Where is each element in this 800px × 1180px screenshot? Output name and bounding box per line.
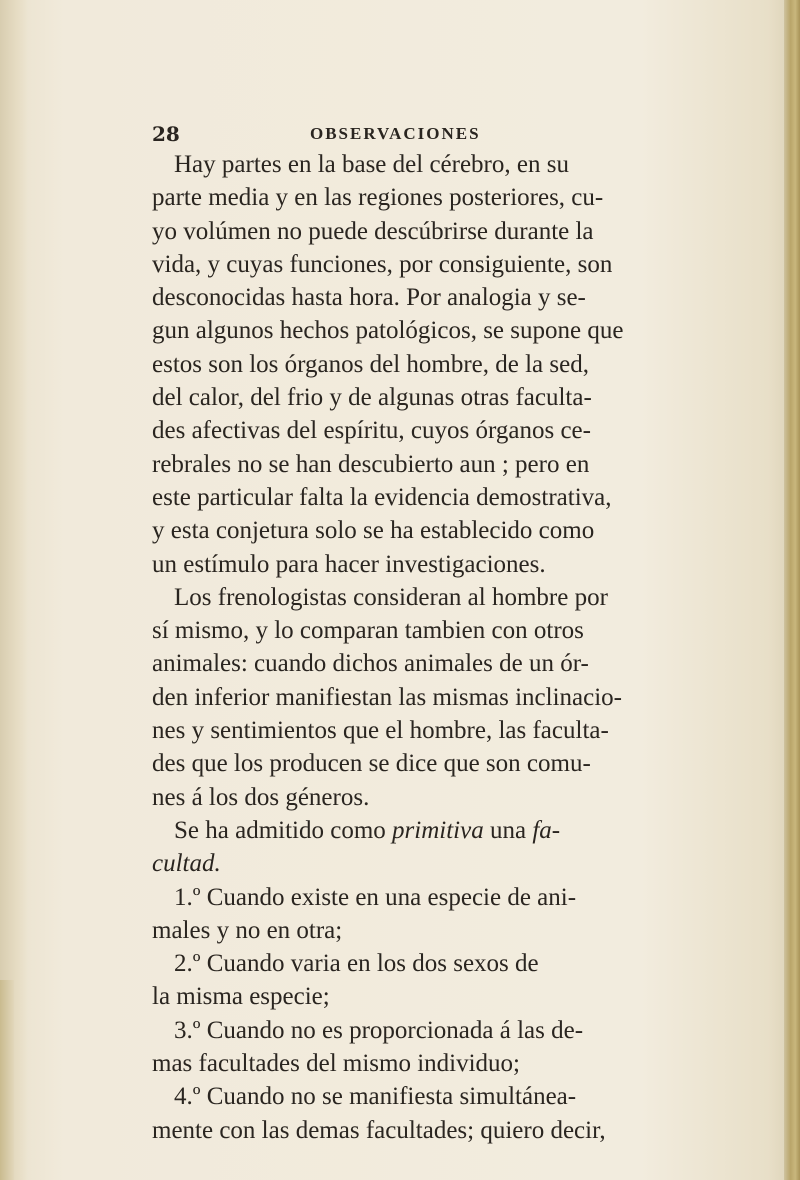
text-line: males y no en otra;	[152, 916, 343, 944]
text-line: des afectivas del espíritu, cuyos órganos ce-	[152, 417, 591, 445]
italic-term: primitiva	[392, 816, 484, 844]
text-line: estos son los órganos del hombre, de la sed,	[152, 350, 589, 378]
italic-term: fa-	[532, 816, 561, 844]
italic-term: cultad.	[152, 850, 221, 878]
text-line: sí mismo, y lo comparan tambien con otros	[152, 617, 584, 645]
text-line: mente con las demas facultades; quiero decir,	[152, 1116, 606, 1144]
text-line: parte media y en las regiones posteriores, cu-	[152, 184, 604, 212]
text-line: la misma especie;	[152, 983, 330, 1011]
body-text	[152, 148, 697, 1147]
text-line: animales: cuando dichos animales de un ór-	[152, 650, 589, 678]
page-number: 28	[152, 122, 180, 146]
page-fold	[0, 980, 14, 1180]
text-line: 3.º Cuando no es proporcionada á las de-	[174, 1016, 584, 1044]
text-line: des que los producen se dice que son comu-	[152, 750, 591, 778]
text-line: nes y sentimientos que el hombre, las faculta-	[152, 717, 609, 745]
text-line: un estímulo para hacer investigaciones.	[152, 550, 546, 578]
text-line: yo volúmen no puede descúbrirse durante la	[152, 217, 594, 245]
text-line	[152, 814, 697, 847]
text-line: rebrales no se han descubierto aun ; pero en	[152, 450, 590, 478]
text-line: del calor, del frio y de algunas otras faculta-	[152, 384, 592, 412]
text-line: gun algunos hechos patológicos, se supone que	[152, 317, 624, 345]
text-line: den inferior manifiestan las mismas inclinacio-	[152, 683, 622, 711]
page-edge	[784, 0, 800, 1180]
text-line: desconocidas hasta hora. Por analogia y se-	[152, 284, 586, 312]
text-line	[152, 847, 697, 880]
text-line: nes á los dos géneros.	[152, 783, 370, 811]
text-line: vida, y cuyas funciones, por consiguiente, son	[152, 250, 613, 278]
text-span: una	[489, 816, 527, 844]
text-line: y esta conjetura solo se ha establecido como	[152, 517, 595, 545]
text-line: mas facultades del mismo individuo;	[152, 1050, 520, 1078]
text-line: este particular falta la evidencia demostrativa,	[152, 483, 612, 511]
text-line: Los frenologistas consideran al hombre por	[174, 583, 608, 611]
text-line: 2.º Cuando varia en los dos sexos de	[174, 950, 539, 978]
running-head: OBSERVACIONES	[310, 124, 481, 143]
text-line: Hay partes en la base del cérebro, en su	[174, 151, 569, 178]
text-line: 4.º Cuando no se manifiesta simultánea-	[174, 1083, 577, 1111]
text-span: Se ha admitido como	[174, 816, 386, 844]
text-line: 1.º Cuando existe en una especie de ani-	[174, 883, 577, 911]
